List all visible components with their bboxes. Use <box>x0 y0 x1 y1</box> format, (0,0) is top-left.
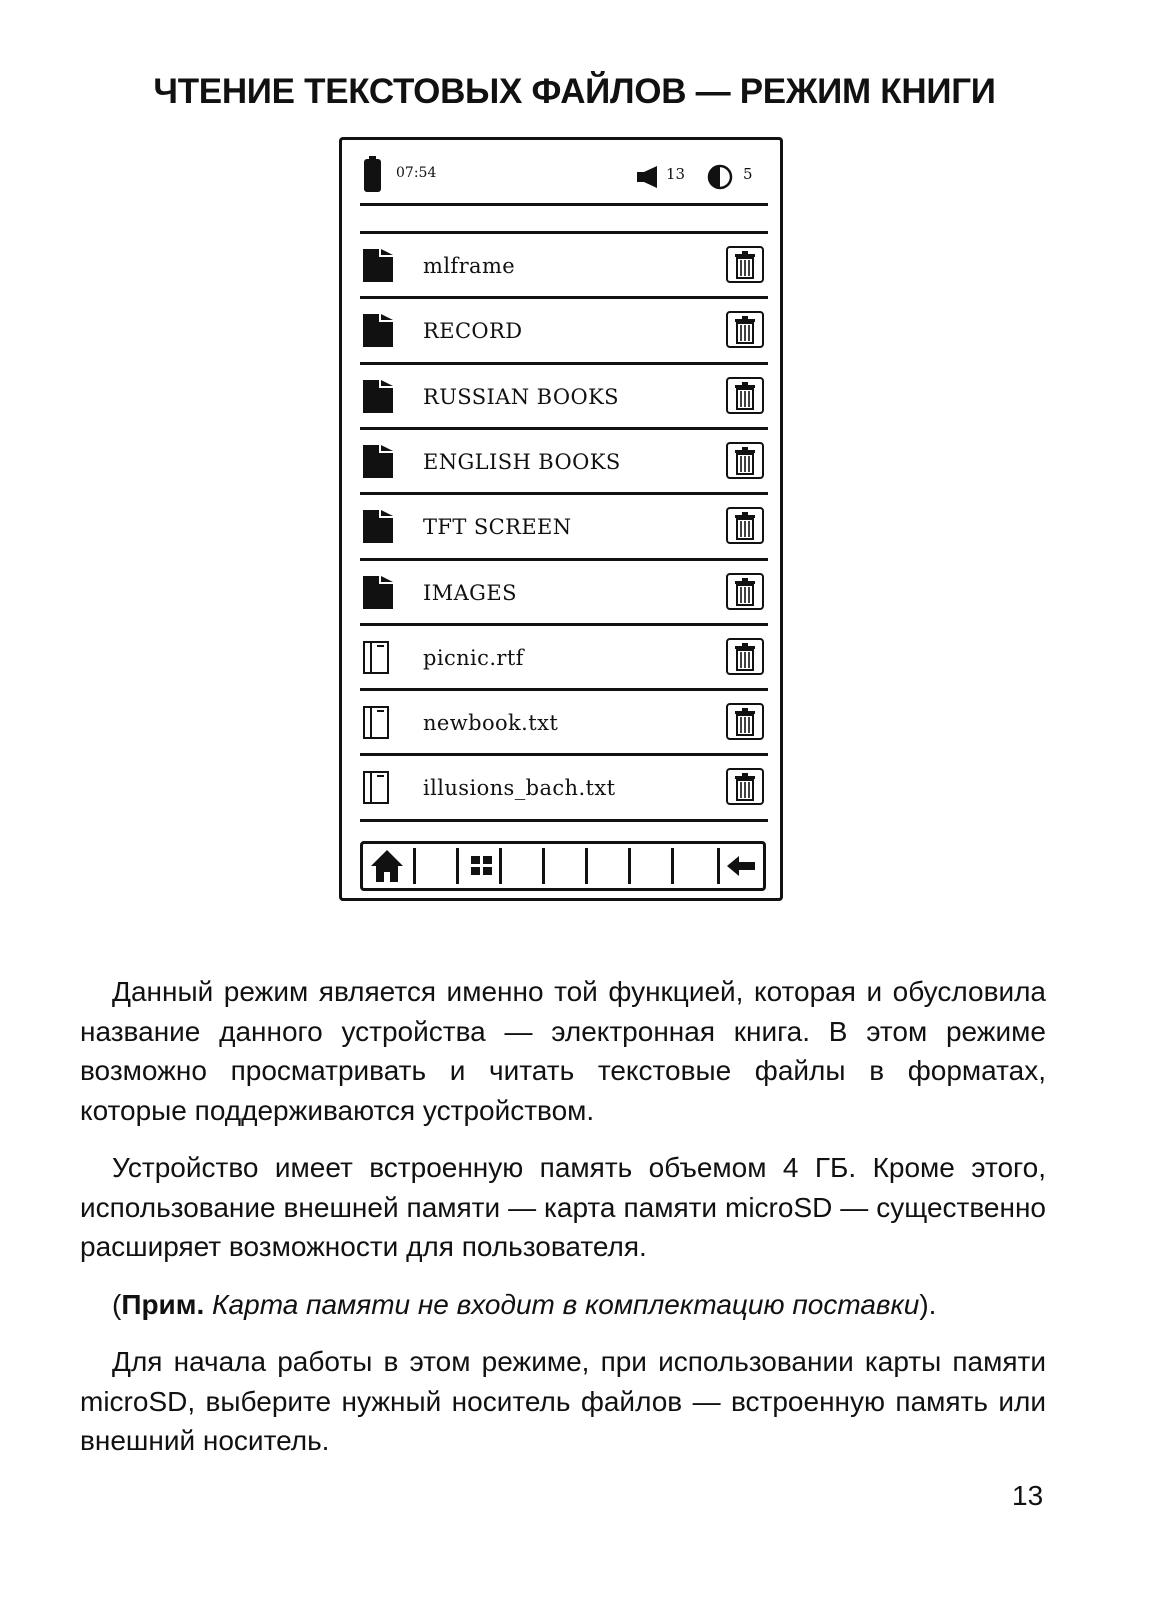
file-name: illusions_bach.txt <box>423 776 616 801</box>
paragraph: Для начала работы в этом режиме, при использовании карты памяти microSD, выберите нужный носитель файлов — встроенную память или внешний носитель. <box>80 1346 1046 1456</box>
contrast-icon <box>707 164 733 190</box>
file-list-item[interactable] <box>360 561 768 624</box>
book-icon <box>363 771 393 804</box>
file-list-item[interactable] <box>360 365 768 428</box>
file-name: newbook.txt <box>423 711 559 736</box>
folder-icon <box>363 510 393 543</box>
file-list-item[interactable] <box>360 495 768 558</box>
trash-icon <box>734 251 756 279</box>
back-button[interactable] <box>719 844 763 888</box>
volume-value: 13 <box>666 165 686 183</box>
delete-button[interactable] <box>726 377 764 414</box>
speaker-icon <box>637 166 657 188</box>
ebook-screen-illustration <box>339 137 783 901</box>
file-name: mlframe <box>423 254 516 278</box>
note-paragraph <box>80 1285 1046 1325</box>
book-icon <box>363 641 393 674</box>
delete-button[interactable] <box>726 703 764 740</box>
clock-time: 07:54 <box>396 165 437 181</box>
note-paren-close: ). <box>919 1288 937 1320</box>
file-name: IMAGES <box>423 580 517 605</box>
file-name: ENGLISH BOOKS <box>423 449 621 474</box>
menu-grid-button[interactable] <box>460 844 504 888</box>
file-list-item[interactable] <box>360 234 768 297</box>
toolbar-separator <box>585 848 588 884</box>
page-title: ЧТЕНИЕ ТЕКСТОВЫХ ФАЙЛОВ — РЕЖИМ КНИГИ <box>153 72 996 111</box>
folder-icon <box>363 445 393 478</box>
body-text <box>80 972 1046 1479</box>
trash-icon <box>734 316 756 344</box>
toolbar-separator <box>456 848 459 884</box>
file-name: TFT SCREEN <box>423 515 572 540</box>
delete-button[interactable] <box>726 442 764 479</box>
battery-icon <box>364 156 381 192</box>
note-text: Карта памяти не входит в комплектацию поставки <box>212 1288 920 1320</box>
toolbar-separator <box>413 848 416 884</box>
file-list-item[interactable] <box>360 626 768 689</box>
back-arrow-icon <box>719 844 763 888</box>
delete-button[interactable] <box>726 246 764 283</box>
page-number: 13 <box>1012 1480 1044 1511</box>
trash-icon <box>734 708 756 736</box>
home-button[interactable] <box>365 844 409 888</box>
file-name: RUSSIAN BOOKS <box>423 384 619 409</box>
divider <box>360 819 768 822</box>
delete-button[interactable] <box>726 573 764 610</box>
trash-icon <box>734 512 756 540</box>
folder-icon <box>363 314 393 347</box>
delete-button[interactable] <box>726 638 764 675</box>
trash-icon <box>734 382 756 410</box>
delete-button[interactable] <box>726 768 764 805</box>
note-paren-open: ( <box>112 1288 122 1320</box>
bottom-toolbar <box>360 841 766 891</box>
status-bar <box>360 152 768 204</box>
file-list-item[interactable] <box>360 430 768 493</box>
home-icon <box>365 844 409 888</box>
contrast-value: 5 <box>743 165 753 183</box>
file-list-item[interactable] <box>360 299 768 362</box>
trash-icon <box>734 643 756 671</box>
folder-icon <box>363 380 393 413</box>
file-list-item[interactable] <box>360 691 768 754</box>
delete-button[interactable] <box>726 507 764 544</box>
trash-icon <box>734 773 756 801</box>
delete-button[interactable] <box>726 311 764 348</box>
trash-icon <box>734 447 756 475</box>
divider <box>360 203 768 206</box>
file-name: picnic.rtf <box>423 645 524 670</box>
paragraph: Устройство имеет встроенную память объемом 4 ГБ. Кроме этого, использование внешней памяти — карта памяти microSD — существенно расширяет возможности для пользователя. <box>80 1152 1046 1262</box>
toolbar-separator <box>628 848 631 884</box>
book-icon <box>363 706 393 739</box>
note-label: Прим. <box>121 1288 205 1320</box>
trash-icon <box>734 578 756 606</box>
file-name: RECORD <box>423 319 523 344</box>
toolbar-separator <box>542 848 545 884</box>
grid-icon <box>460 844 504 888</box>
paragraph: Данный режим является именно той функцией, которая и обусловила название данного устройства — электронная книга. В этом режиме возможно просматривать и читать текстовые файлы в форматах, которые поддерживаются устройством. <box>80 976 1046 1126</box>
folder-icon <box>363 576 393 609</box>
file-list-item[interactable] <box>360 756 768 819</box>
folder-icon <box>363 249 393 282</box>
toolbar-separator <box>499 848 502 884</box>
toolbar-separator <box>671 848 674 884</box>
